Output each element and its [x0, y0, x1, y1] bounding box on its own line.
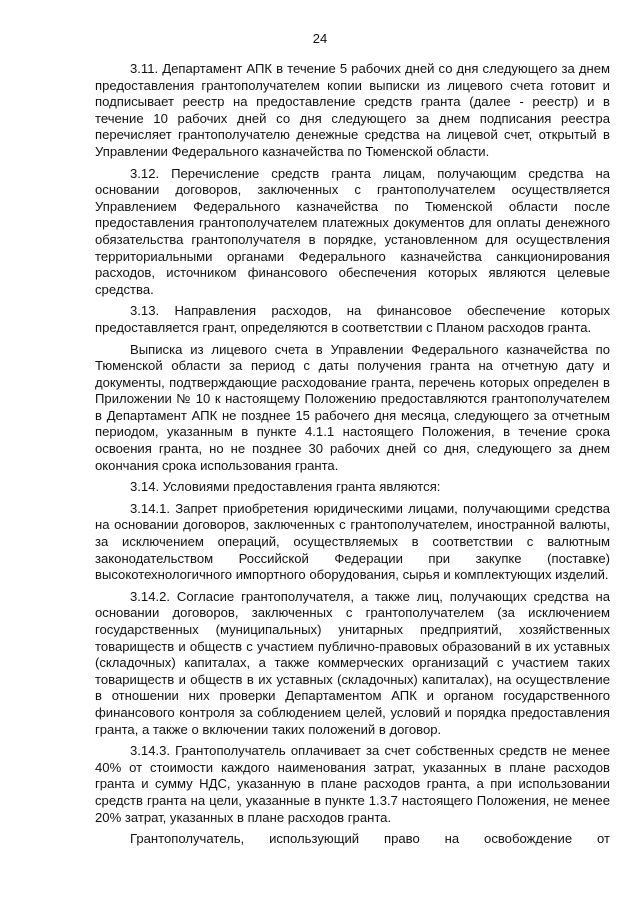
paragraph-3-14-3: 3.14.3. Грантополучатель оплачивает за счет собственных средств не менее 40% от стоимости каждого наименования затрат, указанных в плане расходов гранта и сумму НДС, указанную в плане расходов гранта, а при использовании средств гранта на цели, указанные в пункте 1.3.7 настоящего Положения, не менее 20% затрат, указанных в плане расходов гранта. [95, 743, 610, 825]
paragraph-3-14-1: 3.14.1. Запрет приобретения юридическими лицами, получающими средства на основании договоров, заключенных с грантополучателем, иностранной валюты, за исключением операций, осуществляемых в соответствии с валютным законодательством Российской Федерации при закупке (поставке) высокотехнологичного импортного оборудования, сырья и комплектующих изделий. [95, 500, 610, 583]
paragraph-3-12: 3.12. Перечисление средств гранта лицам, получающим средства на основании договоров, заключенных с грантополучателем осуществляется Управлением Федерального казначейства по Тюменской области после предоставления грантополучателем платежных документов для оплаты денежного обязательства грантополучателя в порядке, установленном для осуществления территориальными органами Федерального казначейства санкционирования расходов, источником финансового обеспечения которых являются целевые средства. [95, 165, 610, 297]
document-body [95, 61, 610, 848]
paragraph-3-14: 3.14. Условиями предоставления гранта являются: [130, 479, 441, 495]
paragraph-continued: Грантополучатель, использующий право на освобождение от [130, 831, 610, 847]
paragraph-3-14-2: 3.14.2. Согласие грантополучателя, а также лиц, получающих средства на основании договоров, заключенных с грантополучателем (за исключением государственных (муниципальных) унитарных предприятий, хозяйственных товариществ и обществ с участием публично-правовых образований в их уставных (складочных) капиталах, а также коммерческих организаций с участием таких товариществ и обществ в их уставных (складочных) капиталах), на осуществление в отношении них проверки Департаментом АПК и органом государственного финансового контроля за соблюдением целей, условий и порядка предоставления гранта, а также о включении таких положений в договор. [95, 588, 610, 737]
paragraph-3-13: 3.13. Направления расходов, на финансовое обеспечение которых предоставляется грант, определяются в соответствии с Планом расходов гранта. [95, 303, 610, 335]
paragraph-3-11: 3.11. Департамент АПК в течение 5 рабочих дней со дня следующего за днем предоставления грантополучателем копии выписки из лицевого счета готовит и подписывает реестр на предоставление средств гранта (далее - реестр) и в течение 10 рабочих дней со дня следующего за днем подписания реестра перечисляет грантополучателю денежные средства на лицевой счет, открытый в Управлении Федерального казначейства по Тюменской области. [95, 61, 610, 159]
page-number: 24 [312, 31, 328, 46]
paragraph-statement: Выписка из лицевого счета в Управлении Федерального казначейства по Тюменской области за период с даты получения гранта на отчетную дату и документы, подтверждающие расходование гранта, перечень которых определен в Приложении № 10 к настоящему Положению предоставляются грантополучателем в Департамент АПК не позднее 15 рабочего дня месяца, следующего за отчетным периодом, указанным в пункте 4.1.1 настоящего Положения, в течение срока освоения гранта, но не позднее 30 рабочих дней со дня, следующего за днем окончания срока использования гранта. [95, 341, 610, 473]
